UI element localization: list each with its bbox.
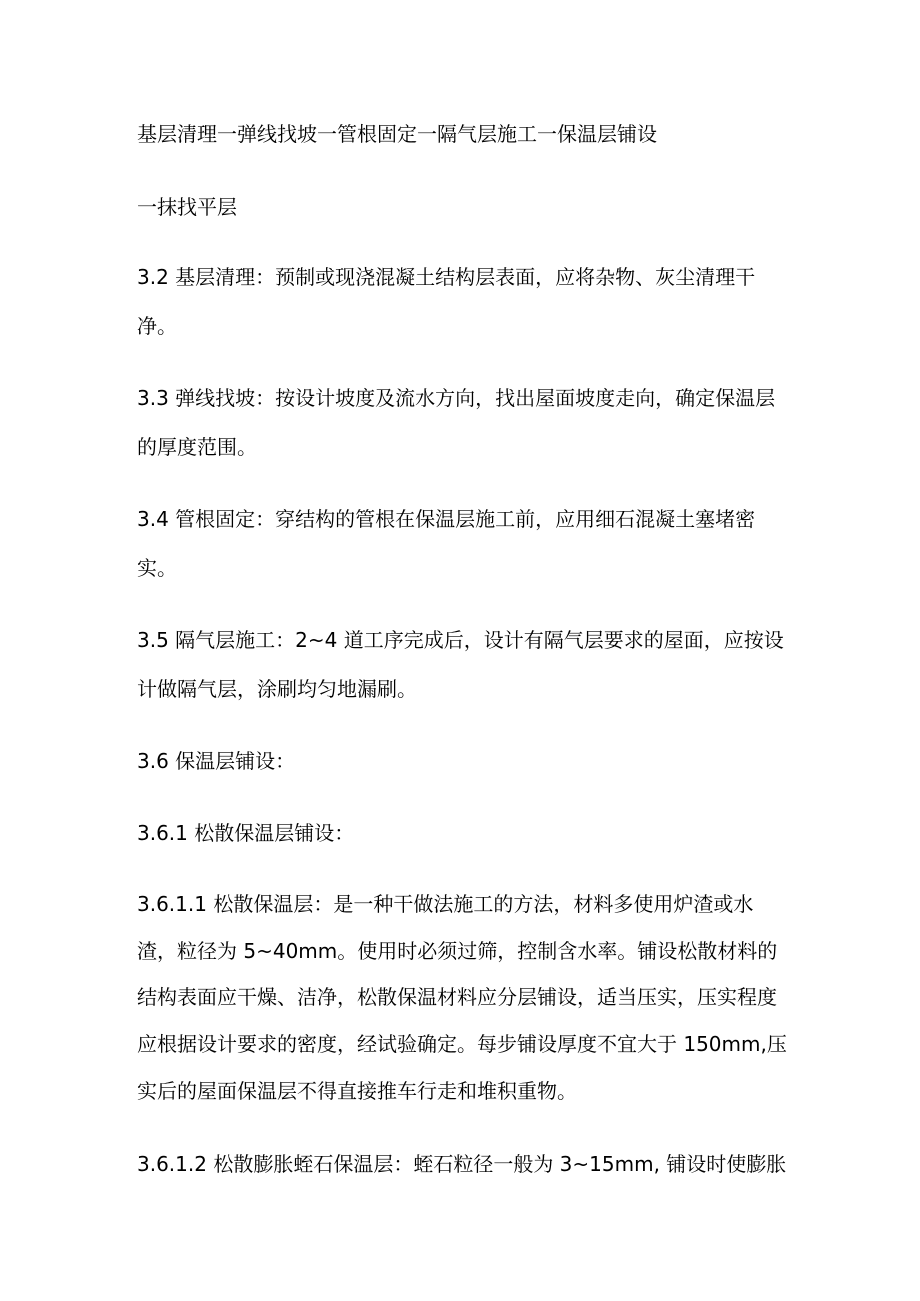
section-3-6-1-1-line-3: 结构表面应干燥、洁净，松散保温材料应分层铺设，适当压实，压实程度 [137, 985, 777, 1009]
section-3-5-line-1: 3.5 隔气层施工：2~4 道工序完成后，设计有隔气层要求的屋面，应按设 [137, 628, 784, 652]
section-3-6-1-2-line-1: 3.6.1.2 松散膨胀蛭石保温层：蛭石粒径一般为 3~15mm, 铺设时使膨胀 [137, 1152, 787, 1176]
section-3-6-1-1-line-1: 3.6.1.1 松散保温层：是一种干做法施工的方法，材料多使用炉渣或水 [137, 892, 754, 916]
section-3-4-line-1: 3.4 管根固定：穿结构的管根在保温层施工前，应用细石混凝土塞堵密 [137, 507, 756, 531]
section-3-6-1-1-line-2: 渣，粒径为 5~40mm。使用时必须过筛，控制含水率。铺设松散材料的 [137, 939, 778, 963]
section-3-6-1-1-line-4: 应根据设计要求的密度，经试验确定。每步铺设厚度不宜大于 150mm,压 [137, 1032, 787, 1056]
process-flow-line-2: 一抹找平层 [137, 195, 237, 219]
section-3-3-line-2: 的厚度范围。 [137, 435, 257, 459]
section-3-2-line-2: 净。 [137, 314, 177, 338]
section-3-2-line-1: 3.2 基层清理：预制或现浇混凝土结构层表面，应将杂物、灰尘清理干 [137, 265, 756, 289]
section-3-3-line-1: 3.3 弹线找坡：按设计坡度及流水方向，找出屋面坡度走向，确定保温层 [137, 386, 776, 410]
section-3-4-line-2: 实。 [137, 556, 177, 580]
section-3-6-1-1-line-5: 实后的屋面保温层不得直接推车行走和堆积重物。 [137, 1079, 577, 1103]
section-3-6-heading: 3.6 保温层铺设： [137, 749, 296, 773]
section-3-5-line-2: 计做隔气层，涂刷均匀地漏刷。 [137, 677, 417, 701]
process-flow-line-1: 基层清理一弹线找坡一管根固定一隔气层施工一保温层铺设 [137, 122, 657, 146]
section-3-6-1-heading: 3.6.1 松散保温层铺设： [137, 821, 355, 845]
